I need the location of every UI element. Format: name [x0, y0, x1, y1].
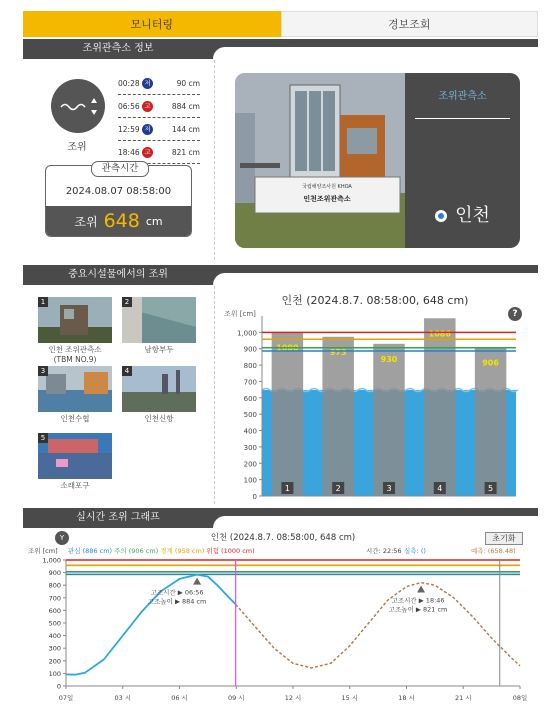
bar	[475, 348, 506, 496]
bar-value-label: 1000	[276, 343, 299, 353]
y-tick-label: 0	[56, 682, 61, 691]
low-tide-badge: 저	[142, 78, 153, 89]
y-tick-label: 500	[243, 411, 257, 420]
station-name: 인천	[405, 201, 520, 227]
facility-photo-4[interactable]: 4	[122, 366, 196, 412]
y-tick-label: 700	[48, 594, 61, 603]
help-icon[interactable]: ?	[508, 307, 522, 321]
threshold-legend	[68, 546, 255, 555]
main-tabs	[23, 11, 538, 37]
legend-item: 관심 (886 cm)	[68, 547, 115, 555]
y-tick-label: 600	[243, 394, 257, 403]
y-tick-label: 600	[48, 606, 61, 615]
bar	[424, 318, 455, 496]
facility-photo-5[interactable]: 5	[38, 433, 112, 479]
section-header-station-info	[23, 39, 538, 59]
bar-value-label: 1086	[428, 329, 451, 339]
x-tick-label: 03 시	[114, 694, 132, 702]
section-title: 실시간 조위 그래프	[76, 512, 160, 523]
chart-title: 인천 (2024.8.7. 08:58:00, 648 cm)	[210, 533, 356, 543]
y-tick-label: 1,000	[236, 329, 257, 338]
facility-caption-5: 소래포구	[60, 481, 90, 490]
photo-sign-agency: 국립해양조사원 KHOA	[302, 184, 352, 190]
y-tick-label: 900	[243, 345, 257, 354]
observation-datetime: 2024.08.07 08:58:00	[65, 186, 172, 197]
reset-button[interactable]: 초기화	[485, 532, 523, 545]
y-tick-label: 0	[252, 493, 257, 501]
bar-category-label: 5	[488, 484, 494, 493]
observed-value-label: 실측: ()	[404, 547, 426, 555]
tide-icon-label: 조위	[67, 142, 87, 153]
facility-photo-2[interactable]: 2	[122, 297, 196, 343]
section-header-facilities	[23, 265, 538, 285]
x-tick-label: 09 시	[227, 694, 245, 702]
high-tide-time-label: 고조시간 ▶ 06:56	[150, 588, 204, 597]
high-tide-badge: 고	[142, 101, 153, 112]
y-tick-label: 500	[48, 619, 61, 628]
high-tide-height-label: 고조높이 ▶ 884 cm	[147, 597, 207, 606]
section-title: 조위관측소 정보	[82, 43, 154, 54]
chart-title: 인천 (2024.8.7. 08:58:00, 648 cm)	[281, 294, 469, 307]
bar	[322, 337, 353, 496]
y-axis-label: 조위 [cm]	[224, 310, 256, 318]
bar	[373, 344, 404, 496]
observation-time-title: 관측시간	[91, 161, 149, 177]
bar-category-label: 1	[284, 484, 290, 493]
bar-value-label: 930	[380, 354, 398, 364]
y-tick-label: 100	[243, 476, 257, 485]
legend-item: 경계 (958 cm)	[160, 547, 207, 555]
station-title: 조위관측소	[438, 91, 487, 102]
station-photo	[235, 73, 405, 248]
series-line-예측	[236, 583, 520, 668]
location-pin-icon	[435, 210, 447, 222]
facility-caption-4: 인천신항	[144, 414, 174, 423]
high-tide-badge: 고	[142, 147, 153, 158]
y-tick-label: 100	[48, 669, 61, 678]
facility-photo-1[interactable]: 1	[38, 297, 112, 343]
tide-row: 12:59 저 144 cm	[118, 118, 200, 141]
facility-tide-bar-chart	[222, 288, 528, 503]
tab-alert-history[interactable]: 경보조회	[281, 11, 539, 37]
legend-item: 주의 (906 cm)	[114, 547, 161, 555]
facility-caption-1: 인천 조위관측소 (TBM NO.9)	[48, 345, 102, 364]
y-tick-label: 1,000	[42, 556, 61, 565]
tide-row: 18:46 고 821 cm	[118, 141, 200, 164]
facility-photo-3[interactable]: 3	[38, 366, 112, 412]
y-tick-label: 200	[48, 657, 61, 666]
cursor-time-label: 시간: 22:56	[366, 547, 402, 555]
x-tick-label: 21 시	[454, 694, 472, 702]
bar-value-label: 906	[482, 358, 499, 368]
bar-category-label: 2	[335, 484, 341, 493]
x-tick-label: 15 시	[341, 694, 359, 702]
facility-caption-3: 인천수협	[60, 414, 90, 423]
station-panel	[405, 73, 520, 248]
facility-caption-2: 남항부두	[144, 345, 174, 354]
x-tick-label: 18 시	[398, 694, 415, 702]
high-tide-marker	[193, 578, 201, 585]
x-tick-label: 07일	[58, 694, 74, 702]
high-tide-marker	[417, 586, 425, 593]
x-tick-label: 08일	[512, 694, 528, 702]
observation-value: 조위 648 cm	[46, 206, 191, 236]
y-axis-icon[interactable]: Y	[55, 531, 69, 545]
tide-row: 00:28 저 90 cm	[118, 72, 200, 95]
x-tick-label: 06 시	[171, 694, 188, 702]
tab-monitoring[interactable]: 모니터링	[23, 11, 281, 37]
low-tide-badge: 저	[142, 124, 153, 135]
tide-value: 648	[103, 210, 140, 232]
x-tick-label: 12 시	[284, 694, 302, 702]
high-tide-time-label: 고조시간 ▶ 18:46	[391, 596, 445, 605]
y-axis-label: 조위 [cm]	[28, 547, 58, 555]
bar-category-label: 3	[386, 484, 392, 493]
high-tide-height-label: 고조높이 ▶ 821 cm	[388, 605, 448, 614]
bar-category-label: 4	[437, 484, 443, 493]
predicted-value-label: 예측: (658.48)	[471, 547, 516, 555]
y-tick-label: 800	[48, 581, 61, 590]
realtime-tide-line-chart	[28, 528, 533, 720]
y-tick-label: 900	[48, 569, 61, 578]
y-tick-label: 800	[243, 362, 257, 371]
y-tick-label: 700	[243, 378, 257, 387]
section-title: 중요시설물에서의 조위	[68, 269, 168, 280]
tide-times-list	[118, 72, 200, 164]
section-header-realtime-graph	[23, 508, 538, 528]
y-tick-label: 400	[48, 632, 61, 641]
y-tick-label: 200	[243, 460, 257, 469]
bar-value-label: 973	[329, 347, 347, 357]
tide-wave-icon	[51, 79, 105, 133]
y-tick-label: 300	[243, 443, 257, 452]
photo-sign-station: 인천조위관측소	[303, 195, 351, 203]
y-tick-label: 400	[243, 427, 257, 436]
y-tick-label: 300	[48, 644, 61, 653]
bar	[272, 332, 303, 496]
tide-row: 06:56 고 884 cm	[118, 95, 200, 118]
legend-item: 위험 (1000 cm)	[206, 547, 255, 555]
